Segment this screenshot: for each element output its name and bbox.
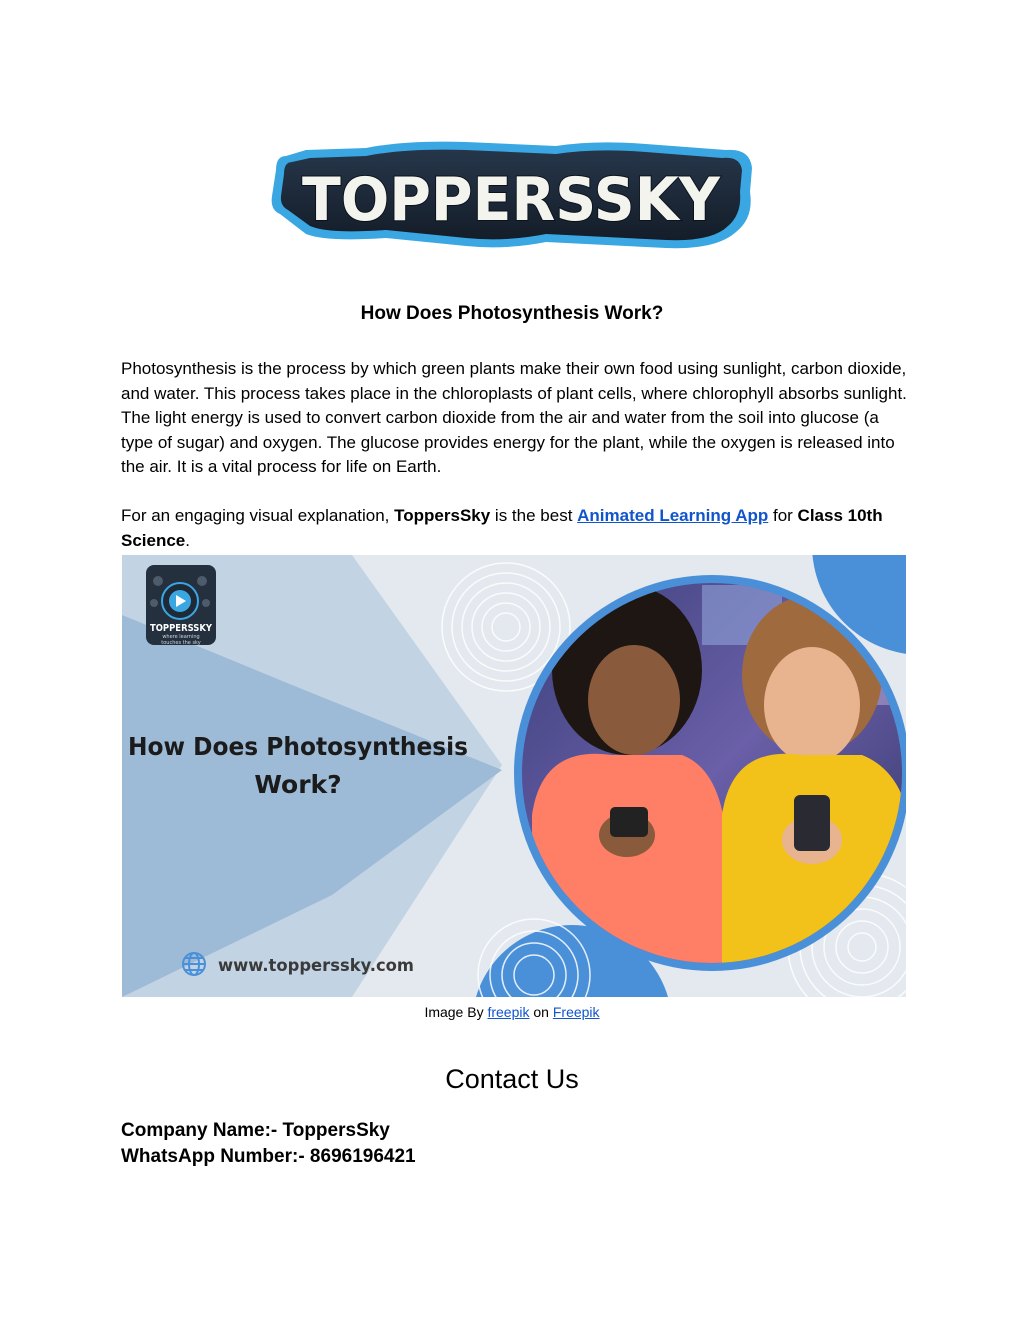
banner-title-line-1: How Does Photosynthesis: [128, 732, 468, 761]
freepik-author-link[interactable]: freepik: [487, 1004, 530, 1020]
freepik-site-link[interactable]: Freepik: [552, 1004, 600, 1020]
banner-website: www.topperssky.com: [218, 956, 414, 976]
promo-for: for: [768, 506, 798, 525]
contact-title: Contact Us: [445, 1064, 579, 1094]
badge-brand: TOPPERSSKY: [150, 623, 213, 634]
company-name: Company Name:- ToppersSky: [121, 1120, 390, 1141]
promo-intro: For an engaging visual explanation,: [121, 506, 395, 525]
topperssky-badge: [146, 565, 216, 646]
credit-middle: on: [529, 1004, 553, 1020]
promo-middle: is the best: [490, 506, 578, 525]
animated-learning-app-link[interactable]: Animated Learning App: [577, 506, 769, 525]
image-credit: [0, 1003, 1024, 1021]
badge-tagline-1: where learning: [162, 634, 200, 640]
intro-paragraph: Photosynthesis is the process by which green plants make their own food using sunlight, carbon dioxide, and water. This process takes place in the chloroplasts of plant cells, where chlorophyll absorbs sunlight. The light energy is used to convert carbon dioxide from the air and water from the soil into glucose (a type of sugar) and oxygen. The glucose provides energy for the plant, while the oxygen is released into the air. It is a vital process for life on Earth.: [121, 359, 907, 476]
promo-end: .: [185, 530, 190, 550]
credit-prefix: Image By: [424, 1004, 488, 1020]
toppersky-logo: [266, 138, 758, 254]
whatsapp-number: WhatsApp Number:- 8696196421: [121, 1146, 416, 1167]
photosynthesis-banner: [122, 555, 906, 997]
article-title: How Does Photosynthesis Work?: [360, 303, 664, 324]
badge-tagline-2: touches the sky: [161, 640, 201, 646]
logo-wordmark: TOPPERSSKY: [302, 165, 722, 235]
banner-title-line-2: Work?: [254, 770, 342, 799]
promo-brand: ToppersSky: [394, 506, 491, 525]
promo-paragraph: [121, 504, 911, 553]
promo-subject: Class 10th Science: [121, 506, 883, 550]
